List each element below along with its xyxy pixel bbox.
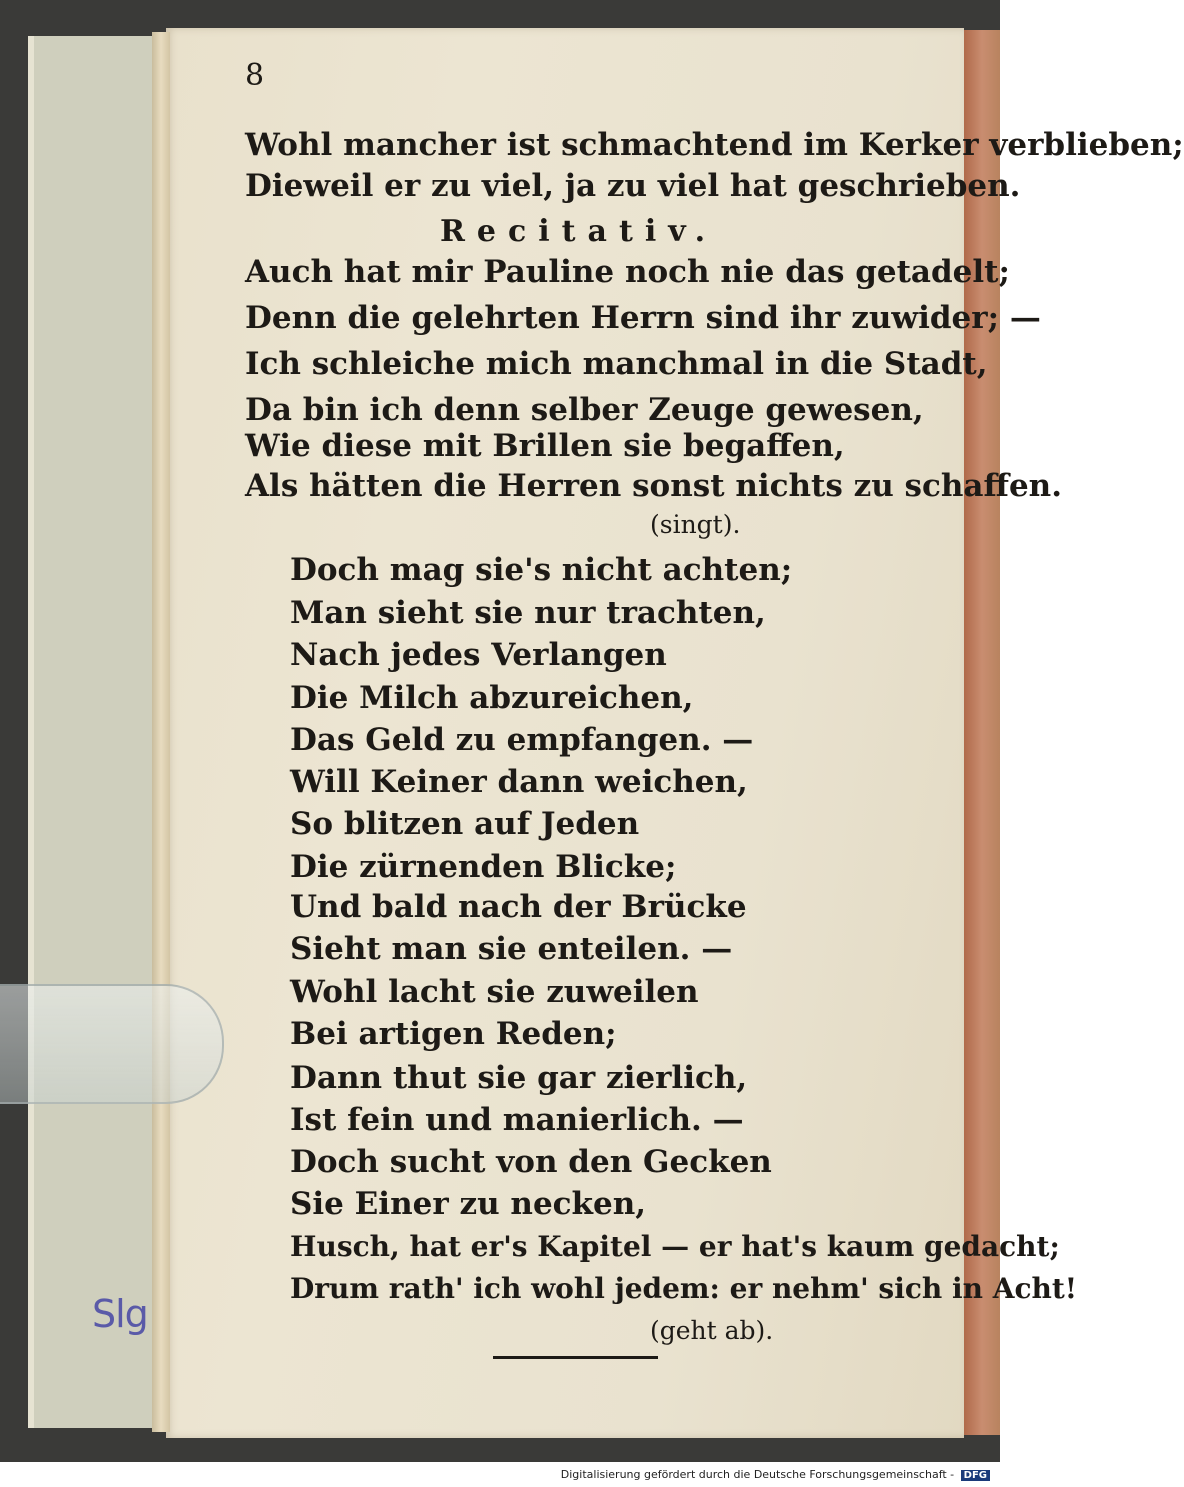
text-line: Als hätten die Herren sonst nichts zu schaffen.	[245, 468, 1063, 504]
stage-direction: (singt).	[650, 510, 741, 539]
page-binding	[152, 32, 170, 1432]
text-line: Wie diese mit Brillen sie begaffen,	[245, 428, 845, 464]
text-line: Doch sucht von den Gecken	[290, 1144, 772, 1180]
text-line: Man sieht sie nur trachten,	[290, 595, 766, 631]
text-line: Will Keiner dann weichen,	[290, 764, 748, 800]
text-line: Auch hat mir Pauline noch nie das getadelt;	[245, 254, 1010, 290]
page-number: 8	[245, 58, 265, 93]
text-line: Ich schleiche mich manchmal in die Stadt,	[245, 346, 988, 382]
digitization-credit	[561, 1468, 990, 1481]
credit-text: Digitalisierung gefördert durch die Deutsche Forschungsgemeinschaft -	[560, 1468, 955, 1481]
text-line: Wohl lacht sie zuweilen	[290, 974, 699, 1010]
text-line: So blitzen auf Jeden	[290, 806, 640, 842]
text-line: Das Geld zu empfangen. —	[290, 722, 754, 758]
text-line: Bei artigen Reden;	[290, 1016, 617, 1052]
text-line: Dann thut sie gar zierlich,	[290, 1060, 748, 1096]
closing-rule	[493, 1356, 658, 1359]
text-line: Doch mag sie's nicht achten;	[290, 552, 793, 588]
text-line: Da bin ich denn selber Zeuge gewesen,	[245, 392, 924, 428]
text-line: Und bald nach der Brücke	[290, 889, 747, 925]
text-line: Ist fein und manierlich. —	[290, 1102, 744, 1138]
text-line: Nach jedes Verlangen	[290, 637, 667, 673]
text-line: Wohl mancher ist schmachtend im Kerker verblieben;	[245, 127, 1184, 163]
text-line: Die zürnenden Blicke;	[290, 849, 677, 885]
adjacent-page-edge	[964, 30, 1000, 1435]
text-line: Sieht man sie enteilen. —	[290, 931, 733, 967]
text-line: Denn die gelehrten Herrn sind ihr zuwider; —	[245, 300, 1041, 336]
stage-direction: (geht ab).	[650, 1316, 774, 1345]
text-line: Drum rath' ich wohl jedem: er nehm' sich in Acht!	[290, 1272, 1078, 1305]
text-line: Die Milch abzureichen,	[290, 680, 694, 716]
dfg-logo: DFG	[961, 1470, 990, 1481]
text-line: Husch, hat er's Kapitel — er hat's kaum gedacht;	[290, 1230, 1060, 1263]
library-stamp: Slg	[92, 1292, 148, 1336]
glass-page-weight	[0, 984, 224, 1104]
text-line: Sie Einer zu necken,	[290, 1186, 647, 1222]
section-heading: Recitativ.	[440, 214, 718, 249]
text-line: Dieweil er zu viel, ja zu viel hat geschrieben.	[245, 168, 1021, 204]
